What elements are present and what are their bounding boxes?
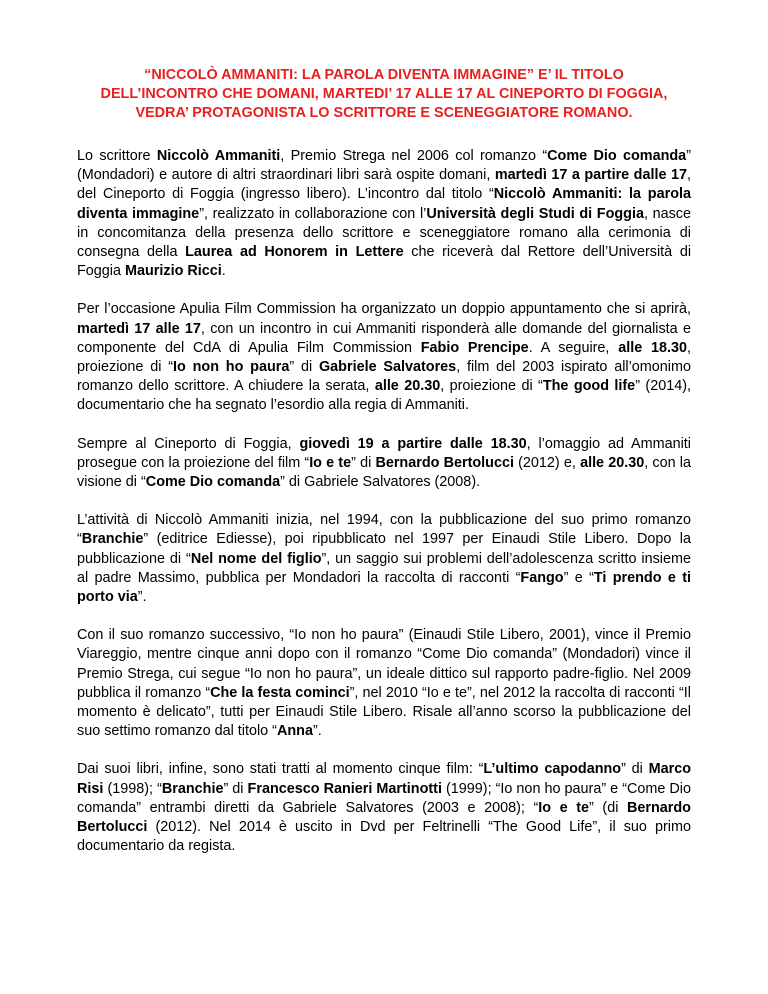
bold-text-run: Università degli Studi di Foggia	[426, 205, 644, 222]
bold-text-run: Marco Risi	[77, 761, 691, 797]
bold-text-run: The good life	[542, 378, 636, 395]
text-run: ” (2014), documentario che ha segnato l’esordio alla regia di Ammaniti.	[77, 378, 691, 414]
bold-text-run: Niccolò Ammaniti	[156, 148, 281, 164]
text-run: (1999); “Io non ho paura” e “Come Dio comanda” entrambi diretti da Gabriele Salvatores (2003 e 2008); “	[77, 780, 691, 816]
text-run: ” (editrice Ediesse), poi ripubblicato nel 1997 per Einaudi Stile Libero. Dopo la pubblicazione di “	[77, 531, 691, 567]
text-run: . A seguire,	[528, 339, 619, 356]
headline-line-1: “NICCOLÒ AMMANITI: LA PAROLA DIVENTA IMMAGINE” E’ IL TITOLO	[144, 67, 624, 83]
text-run: ”.	[137, 589, 147, 606]
text-run: Lo scrittore	[77, 148, 157, 164]
headline-line-2: DELL’INCONTRO CHE DOMANI, MARTEDI’ 17 ALLE 17 AL CINEPORTO DI FOGGIA,	[100, 86, 668, 102]
text-run: ” (di	[589, 799, 627, 816]
bold-text-run: Anna	[276, 723, 313, 740]
bold-text-run: Io non ho paura	[173, 359, 290, 376]
text-run: (1998); “	[103, 780, 162, 797]
text-run: L’attività di Niccolò Ammaniti inizia, nel 1994, con la pubblicazione del suo primo romanzo “	[77, 512, 691, 548]
text-run: , con la visione di “	[77, 454, 691, 491]
bold-text-run: Fabio Prencipe	[420, 339, 529, 356]
headline-line-3: VEDRA’ PROTAGONISTA LO SCRITTORE E SCENEGGIATORE ROMANO.	[135, 105, 633, 121]
body-paragraph-3	[77, 435, 691, 493]
bold-text-run: Bernardo Bertolucci	[77, 799, 691, 836]
bold-text-run: alle 20.30	[374, 378, 441, 395]
text-run: , con un incontro in cui Ammaniti risponderà alle domande del giornalista e componente del CdA di Apulia Film Commission	[77, 320, 691, 356]
text-run: ” e “	[563, 569, 594, 586]
bold-text-run: giovedì 19 a partire dalle 18.30	[299, 435, 527, 452]
text-run: Sempre al Cineporto di Foggia,	[77, 435, 300, 452]
text-run: ”.	[312, 723, 322, 740]
text-run: , Premio Strega nel 2006 col romanzo “	[280, 148, 548, 164]
text-run: che riceverà dal Rettore dell’Università di Foggia	[77, 244, 692, 280]
bold-text-run: Fango	[520, 569, 564, 586]
text-run: ”, realizzato in collaborazione con l’	[199, 205, 427, 222]
bold-text-run: Francesco Ranieri Martinotti	[247, 780, 442, 797]
text-run: ” (Mondadori) e autore di altri straordinari libri sarà ospite domani,	[77, 148, 691, 184]
text-run: Per l’occasione Apulia Film Commission ha organizzato un doppio appuntamento che si aprirà,	[77, 301, 691, 318]
text-run: , proiezione di “	[77, 339, 691, 376]
body-paragraph-4	[77, 511, 691, 607]
bold-text-run: Laurea ad Honorem in Lettere	[185, 244, 404, 261]
bold-text-run: Branchie	[81, 531, 144, 548]
bold-text-run: Io e te	[309, 454, 352, 471]
text-run: ”, un saggio sui problemi dell’adolescenza scritto insieme al padre Massimo, pubblica per Mondadori la raccolta di racconti “	[77, 550, 691, 586]
press-release-headline	[77, 66, 691, 123]
bold-text-run: Che la festa cominci	[210, 684, 350, 701]
body-paragraph-5	[77, 626, 691, 741]
bold-text-run: Nel nome del figlio	[190, 550, 322, 567]
text-run: Dai suoi libri, infine, sono stati tratti al momento cinque film: “	[77, 761, 484, 778]
text-run: ” di	[223, 780, 248, 797]
body-paragraph-2	[77, 300, 691, 415]
bold-text-run: martedì 17 a partire dalle 17	[494, 167, 687, 184]
bold-text-run: alle 20.30	[580, 454, 645, 471]
text-run: ” di Gabriele Salvatores (2008).	[280, 474, 481, 491]
bold-text-run: Come Dio comanda	[145, 474, 281, 491]
text-run: .	[221, 263, 226, 280]
text-run: , del Cineporto di Foggia (ingresso libero). L’incontro dal titolo “	[77, 167, 691, 203]
bold-text-run: Gabriele Salvatores	[318, 359, 457, 376]
text-run: ” di	[289, 359, 319, 376]
text-run: , l’omaggio ad Ammaniti prosegue con la proiezione del film “	[77, 435, 691, 471]
bold-text-run: martedì 17 alle 17	[77, 320, 201, 337]
body-paragraph-6	[77, 760, 691, 856]
bold-text-run: Io e te	[538, 799, 590, 816]
text-run: ”, nel 2010 “Io e te”, nel 2012 la raccolta di racconti “Il momento è delicato”, tutti per Einaudi Stile Libero. Risale all’anno scorso la pubblicazione del suo settimo romanzo dal titolo “	[77, 684, 691, 740]
text-run: , proiezione di “	[440, 378, 543, 395]
text-run: (2012). Nel 2014 è uscito in Dvd per Feltrinelli “The Good Life”, il suo primo documentario da regista.	[77, 819, 691, 855]
bold-text-run: Come Dio comanda	[547, 148, 687, 164]
text-run: , nasce in concomitanza della presenza dello scrittore e sceneggiatore romano alla cerimonia di consegna della	[77, 205, 691, 261]
bold-text-run: L’ultimo capodanno	[483, 761, 622, 778]
bold-text-run: Bernardo Bertolucci	[375, 454, 514, 471]
bold-text-run: alle 18.30	[618, 339, 687, 356]
text-run: , film del 2003 ispirato all’omonimo romanzo dello scrittore. A chiudere la serata,	[77, 359, 691, 395]
text-run: Con il suo romanzo successivo, “Io non ho paura” (Einaudi Stile Libero, 2001), vince il Premio Viareggio, mentre cinque anni dopo con il romanzo “Come Dio comanda” (Mondadori) vince il Premio Strega, cui segue “Io non ho paura”, un ideale dittico sul rapporto padre-figlio. Nel 2009 pubblica il romanzo “	[77, 627, 691, 701]
bold-text-run: Maurizio Ricci	[125, 263, 222, 280]
bold-text-run: Niccolò Ammaniti: la parola diventa immagine	[77, 186, 691, 222]
body-paragraph-1	[77, 147, 691, 281]
text-run: ” di	[351, 454, 376, 471]
text-run: ” di	[621, 761, 649, 778]
text-run: (2012) e,	[513, 454, 581, 471]
bold-text-run: Branchie	[161, 780, 224, 797]
bold-text-run: Ti prendo e ti porto via	[77, 569, 691, 606]
